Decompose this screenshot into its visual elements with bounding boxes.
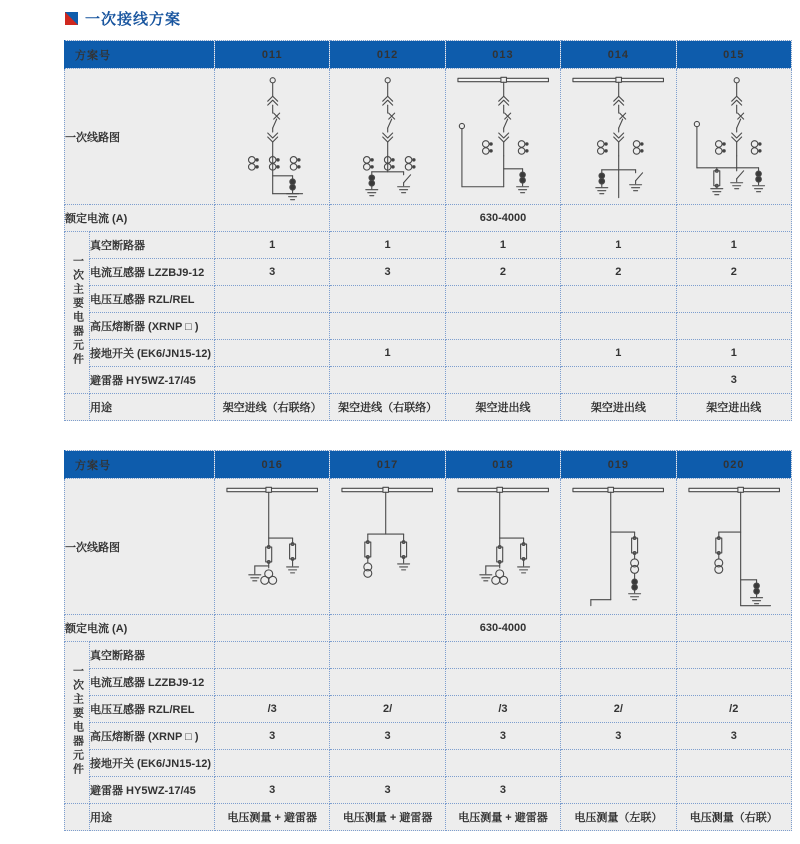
section-marker-icon xyxy=(65,12,78,25)
component-value-cell xyxy=(215,669,330,696)
component-value-cell xyxy=(215,340,330,367)
usage-value-cell: 电压测量 + 避雷器 xyxy=(445,804,560,831)
scheme-011-diagram xyxy=(215,70,329,204)
scheme-016-diagram xyxy=(215,480,329,614)
component-value-cell: /3 xyxy=(445,696,560,723)
usage-strip-spacer xyxy=(65,804,90,831)
rated-current-cell-011 xyxy=(215,205,330,232)
wiring-scheme-table-2 xyxy=(64,450,792,831)
usage-row-label: 用途 xyxy=(90,394,215,421)
rated-current-cell-019 xyxy=(561,615,676,642)
diagram-cell-012 xyxy=(330,69,445,205)
component-value-cell xyxy=(445,367,560,394)
component-value-cell xyxy=(215,313,330,340)
component-value-cell xyxy=(561,669,676,696)
diagram-cell-014 xyxy=(561,69,676,205)
component-value-cell xyxy=(561,313,676,340)
component-value-cell: /3 xyxy=(215,696,330,723)
usage-value-cell: 电压测量（右联） xyxy=(676,804,791,831)
usage-strip-spacer xyxy=(65,394,90,421)
component-value-cell xyxy=(676,642,791,669)
rated-current-cell-016 xyxy=(215,615,330,642)
component-row-label: 电压互感器 RZL/REL xyxy=(90,696,215,723)
component-value-cell: 1 xyxy=(561,340,676,367)
component-row-label: 高压熔断器 (XRNP □ ) xyxy=(90,723,215,750)
component-row-label: 避雷器 HY5WZ-17/45 xyxy=(90,367,215,394)
component-value-cell xyxy=(561,777,676,804)
component-value-cell: /2 xyxy=(676,696,791,723)
usage-value-cell: 电压测量 + 避雷器 xyxy=(330,804,445,831)
diagram-cell-020 xyxy=(676,479,791,615)
component-value-cell: 1 xyxy=(215,232,330,259)
component-value-cell xyxy=(445,313,560,340)
component-row-label: 高压熔断器 (XRNP □ ) xyxy=(90,313,215,340)
component-row-label: 接地开关 (EK6/JN15-12) xyxy=(90,750,215,777)
component-value-cell: 3 xyxy=(445,777,560,804)
component-value-cell xyxy=(330,750,445,777)
component-value-cell xyxy=(330,313,445,340)
component-value-cell xyxy=(676,750,791,777)
tables-host xyxy=(64,40,790,831)
component-value-cell xyxy=(215,286,330,313)
component-value-cell: 3 xyxy=(676,723,791,750)
diagram-cell-019 xyxy=(561,479,676,615)
rated-current-cell-012 xyxy=(330,205,445,232)
component-value-cell: 2/ xyxy=(330,696,445,723)
component-value-cell: 3 xyxy=(330,259,445,286)
scheme-015-diagram xyxy=(677,70,791,204)
component-value-cell xyxy=(561,750,676,777)
component-row-label: 电流互感器 LZZBJ9-12 xyxy=(90,669,215,696)
usage-value-cell: 架空进线（右联络） xyxy=(215,394,330,421)
component-value-cell xyxy=(330,286,445,313)
scheme-number-011: 011 xyxy=(215,41,330,69)
component-value-cell: 3 xyxy=(445,723,560,750)
scheme-number-014: 014 xyxy=(561,41,676,69)
usage-value-cell: 电压测量 + 避雷器 xyxy=(215,804,330,831)
scheme-020-diagram xyxy=(677,480,791,614)
rated-current-label: 额定电流 (A) xyxy=(65,205,215,232)
diagram-row-label: 一次线路图 xyxy=(65,69,215,205)
component-group-label: 一次主要电器元件 xyxy=(65,232,90,394)
component-value-cell: 3 xyxy=(215,723,330,750)
diagram-cell-018 xyxy=(445,479,560,615)
scheme-number-017: 017 xyxy=(330,451,445,479)
component-row-label: 真空断路器 xyxy=(90,232,215,259)
component-row-label: 电流互感器 LZZBJ9-12 xyxy=(90,259,215,286)
component-value-cell xyxy=(215,642,330,669)
component-value-cell: 3 xyxy=(330,777,445,804)
scheme-number-016: 016 xyxy=(215,451,330,479)
component-value-cell: 3 xyxy=(215,777,330,804)
usage-value-cell: 架空进出线 xyxy=(445,394,560,421)
component-value-cell xyxy=(445,642,560,669)
diagram-row-label: 一次线路图 xyxy=(65,479,215,615)
rated-current-cell-014 xyxy=(561,205,676,232)
component-value-cell: 1 xyxy=(676,340,791,367)
scheme-018-diagram xyxy=(446,480,560,614)
component-value-cell xyxy=(445,340,560,367)
scheme-number-020: 020 xyxy=(676,451,791,479)
component-value-cell xyxy=(330,642,445,669)
component-value-cell xyxy=(330,669,445,696)
component-value-cell xyxy=(676,669,791,696)
page-title: 一次接线方案 xyxy=(85,11,182,28)
wiring-scheme-table-1 xyxy=(64,40,792,421)
scheme-no-header: 方案号 xyxy=(65,41,215,69)
component-value-cell xyxy=(676,777,791,804)
rated-current-cell-013: 630-4000 xyxy=(445,205,560,232)
diagram-cell-016 xyxy=(215,479,330,615)
rated-current-cell-017 xyxy=(330,615,445,642)
usage-row-label: 用途 xyxy=(90,804,215,831)
component-value-cell: 2 xyxy=(561,259,676,286)
scheme-013-diagram xyxy=(446,70,560,204)
component-value-cell xyxy=(445,750,560,777)
scheme-no-header: 方案号 xyxy=(65,451,215,479)
component-value-cell: 1 xyxy=(445,232,560,259)
usage-value-cell: 电压测量（左联） xyxy=(561,804,676,831)
component-row-label: 真空断路器 xyxy=(90,642,215,669)
component-value-cell: 3 xyxy=(330,723,445,750)
component-value-cell: 1 xyxy=(561,232,676,259)
rated-current-cell-015 xyxy=(676,205,791,232)
scheme-number-013: 013 xyxy=(445,41,560,69)
component-value-cell: 1 xyxy=(330,340,445,367)
component-value-cell: 2 xyxy=(676,259,791,286)
component-value-cell: 1 xyxy=(330,232,445,259)
scheme-number-018: 018 xyxy=(445,451,560,479)
diagram-cell-013 xyxy=(445,69,560,205)
scheme-019-diagram xyxy=(561,480,675,614)
diagram-cell-015 xyxy=(676,69,791,205)
component-value-cell xyxy=(676,313,791,340)
usage-value-cell: 架空进出线 xyxy=(676,394,791,421)
scheme-012-diagram xyxy=(330,70,444,204)
component-value-cell: 2 xyxy=(445,259,560,286)
usage-value-cell: 架空进线（右联络） xyxy=(330,394,445,421)
scheme-017-diagram xyxy=(330,480,444,614)
component-value-cell: 2/ xyxy=(561,696,676,723)
component-row-label: 接地开关 (EK6/JN15-12) xyxy=(90,340,215,367)
scheme-number-015: 015 xyxy=(676,41,791,69)
component-value-cell xyxy=(330,367,445,394)
usage-value-cell: 架空进出线 xyxy=(561,394,676,421)
scheme-number-012: 012 xyxy=(330,41,445,69)
component-value-cell: 3 xyxy=(676,367,791,394)
rated-current-cell-018: 630-4000 xyxy=(445,615,560,642)
diagram-cell-017 xyxy=(330,479,445,615)
section-title xyxy=(65,8,790,29)
component-value-cell xyxy=(215,750,330,777)
component-value-cell xyxy=(445,669,560,696)
component-value-cell xyxy=(676,286,791,313)
component-value-cell xyxy=(561,367,676,394)
component-value-cell xyxy=(561,286,676,313)
component-row-label: 避雷器 HY5WZ-17/45 xyxy=(90,777,215,804)
diagram-cell-011 xyxy=(215,69,330,205)
scheme-number-019: 019 xyxy=(561,451,676,479)
component-group-label: 一次主要电器元件 xyxy=(65,642,90,804)
component-value-cell: 3 xyxy=(561,723,676,750)
component-row-label: 电压互感器 RZL/REL xyxy=(90,286,215,313)
component-value-cell: 3 xyxy=(215,259,330,286)
rated-current-cell-020 xyxy=(676,615,791,642)
component-value-cell xyxy=(561,642,676,669)
scheme-014-diagram xyxy=(561,70,675,204)
component-value-cell xyxy=(445,286,560,313)
rated-current-label: 额定电流 (A) xyxy=(65,615,215,642)
component-value-cell xyxy=(215,367,330,394)
component-value-cell: 1 xyxy=(676,232,791,259)
